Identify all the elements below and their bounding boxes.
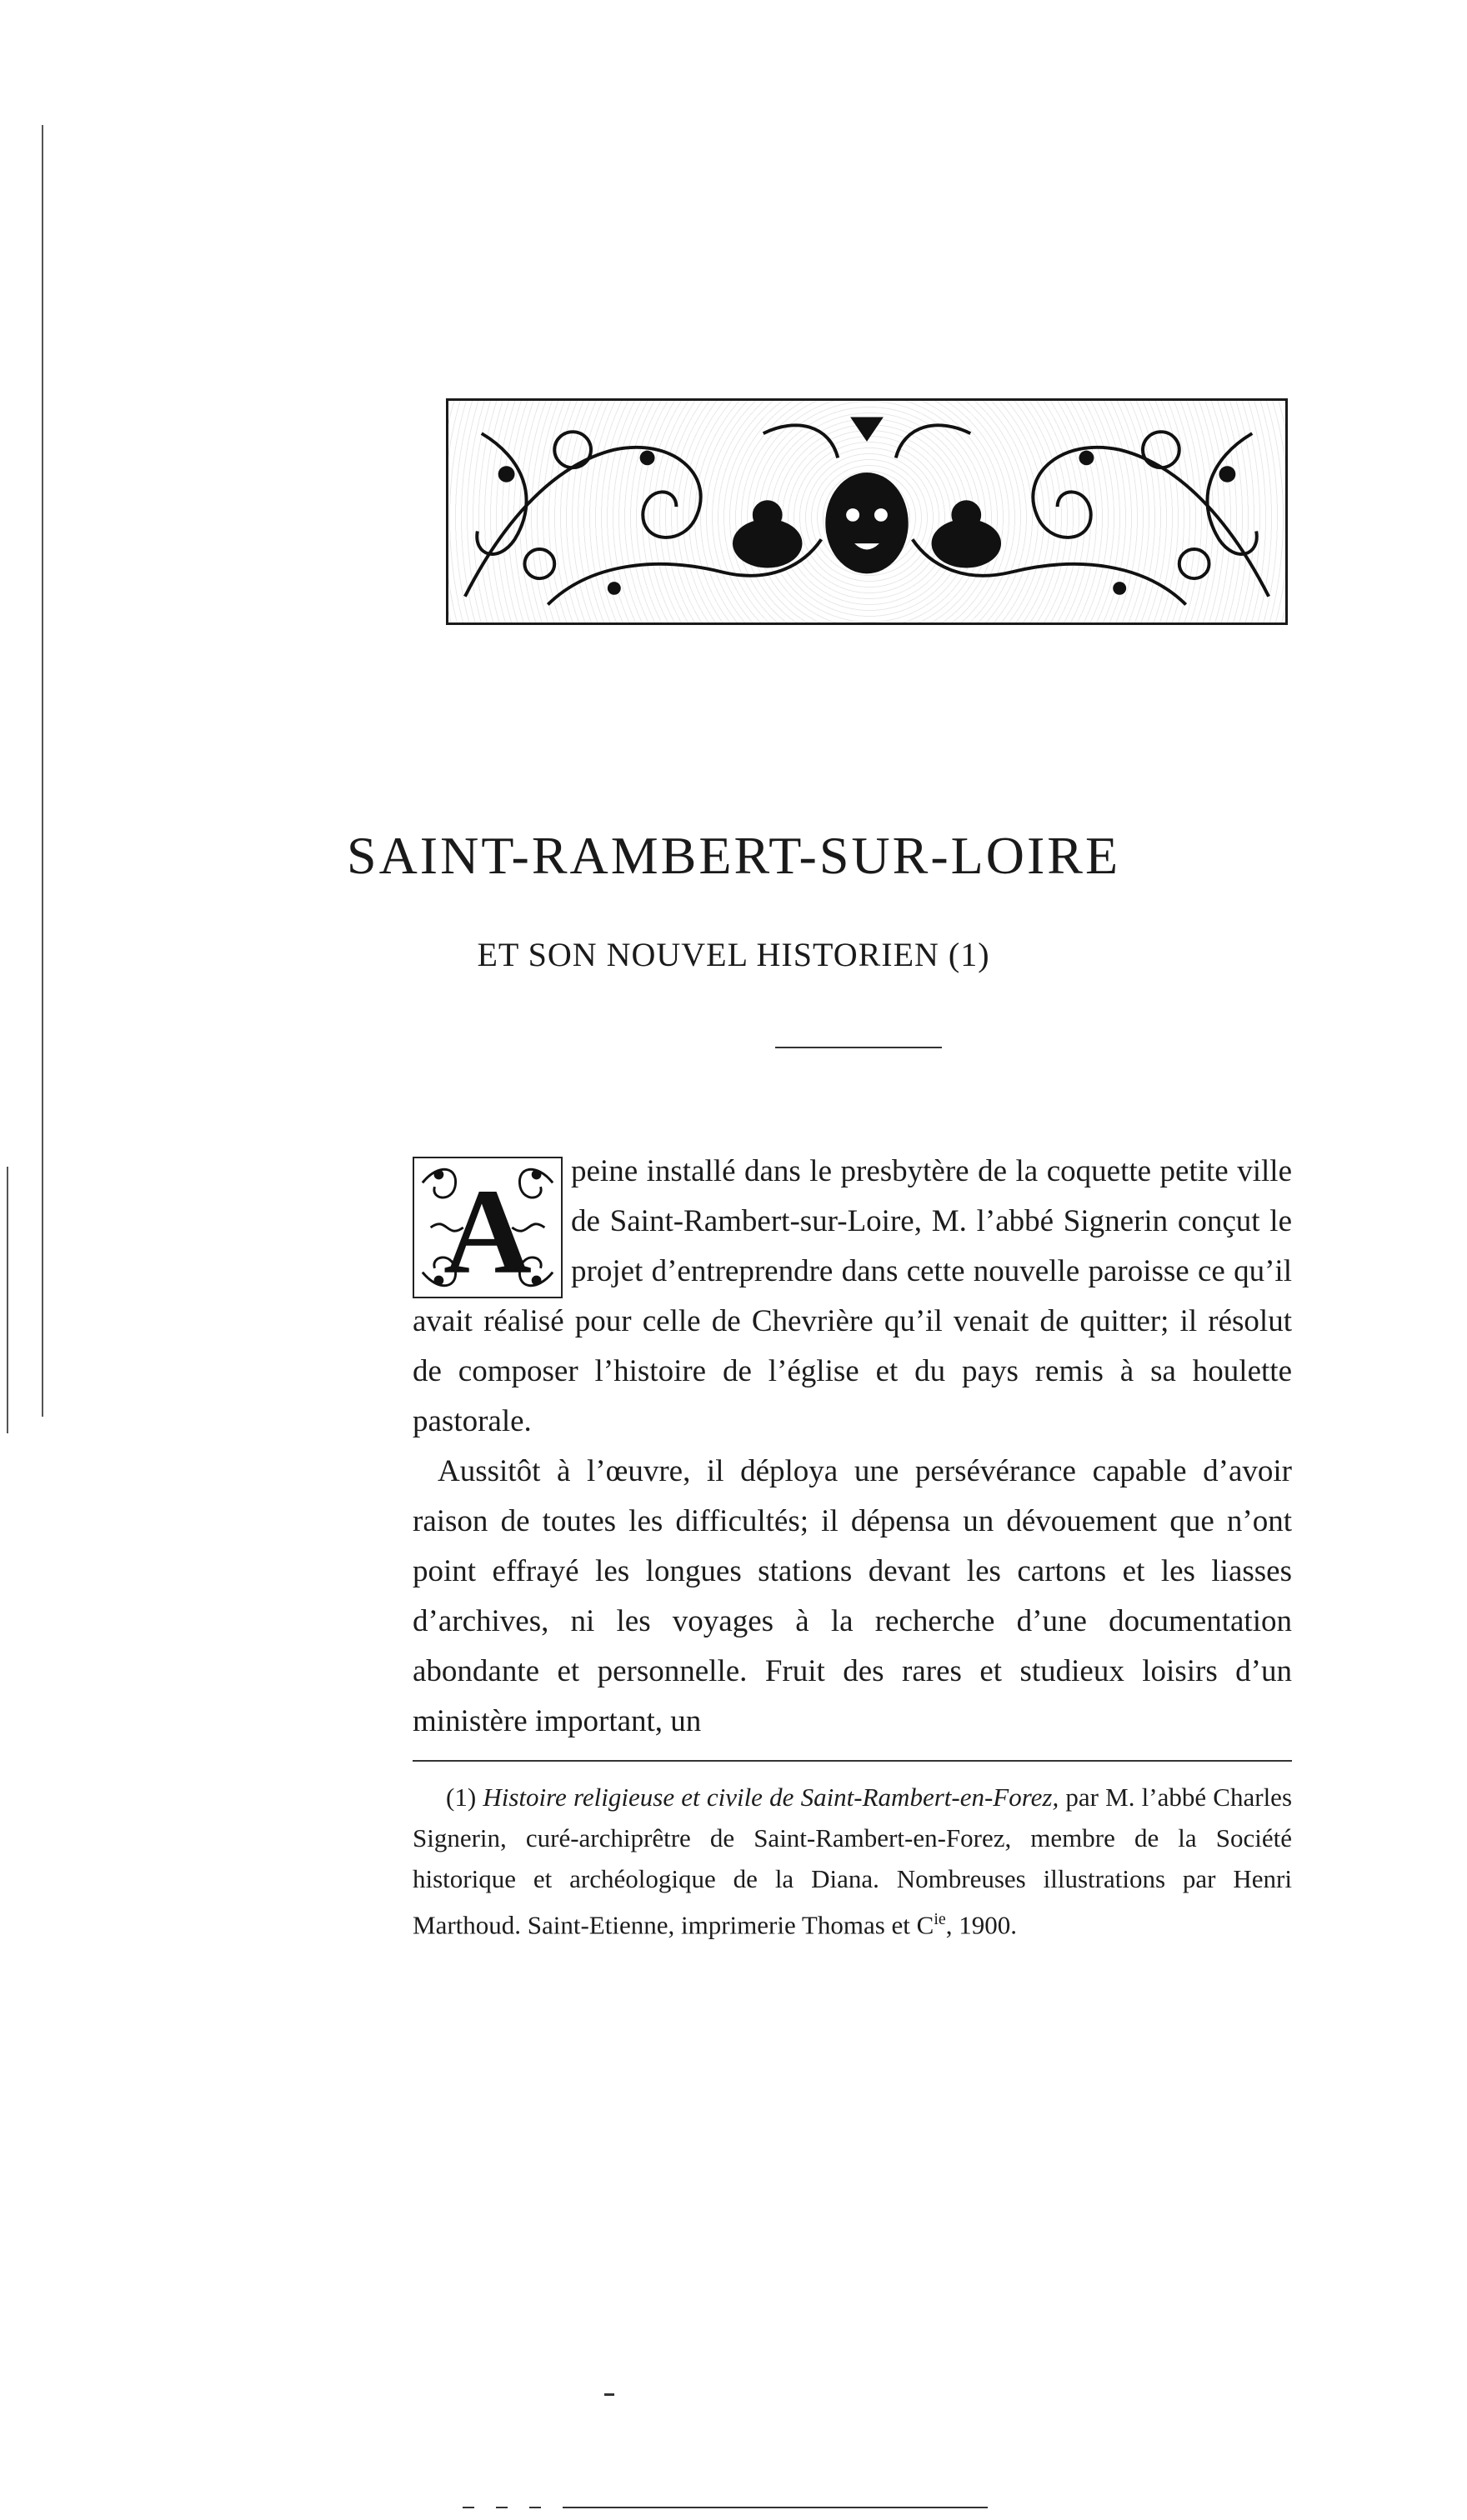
footnote-divider — [413, 1760, 1292, 1762]
headpiece-engraving — [448, 401, 1285, 622]
footnote-end: , 1900. — [945, 1910, 1018, 1940]
decorative-headpiece — [446, 398, 1288, 625]
footnote-marker: (1) — [446, 1782, 477, 1812]
page-title: SAINT-RAMBERT-SUR-LOIRE — [346, 826, 1121, 885]
page-subtitle: ET SON NOUVEL HISTORIEN (1) — [477, 936, 990, 973]
paragraph-1-text: peine installé dans le presbytère de la coquette petite ville de Saint-Rambert-sur-Loire, M. l’abbé Signerin conçut le projet d’entreprendre dans cette nouvelle paroisse ce qu’il avait réalisé pour celle de Chevrière qu’il venait de quitter; il résolut de composer l’histoire de l’église et du pays remis à sa houlette pastorale. — [413, 1154, 1292, 1438]
scan-mark — [529, 2507, 541, 2508]
footnote-text: par M. l’abbé Charles Signerin, curé-archiprêtre de Saint-Rambert-en-Forez, membre de la Société historique et archéologique de la Diana. Nombreuses illustrations par Henri Marthoud. Saint-Etienne, imprimerie Thomas et C — [413, 1782, 1293, 1940]
scan-edge-line — [42, 125, 43, 1417]
footnote-superscript: ie — [934, 1910, 946, 1928]
body-text — [413, 1147, 1292, 1747]
footnote — [413, 1777, 1292, 1945]
paragraph-1 — [413, 1147, 1292, 1447]
title-divider — [775, 1047, 942, 1048]
paragraph-2: Aussitôt à l’œuvre, il déploya une persévérance capable d’avoir raison de toutes les difficultés; il dépensa un dévouement que n’ont point effrayé les longues stations devant les cartons et les liasses d’archives, ni les voyages à la recherche d’une documentation abondante et personnelle. Fruit des rares et studieux loisirs d’un ministère important, un — [413, 1454, 1292, 1738]
scan-mark — [463, 2507, 474, 2508]
scan-edge-line — [7, 1167, 8, 1433]
dropcap-letter: A — [443, 1162, 532, 1297]
footnote-book-title: Histoire religieuse et civile de Saint-Rambert-en-Forez, — [483, 1782, 1059, 1812]
scan-mark — [604, 2393, 614, 2396]
scan-mark — [496, 2507, 508, 2508]
scan-mark — [563, 2507, 988, 2508]
